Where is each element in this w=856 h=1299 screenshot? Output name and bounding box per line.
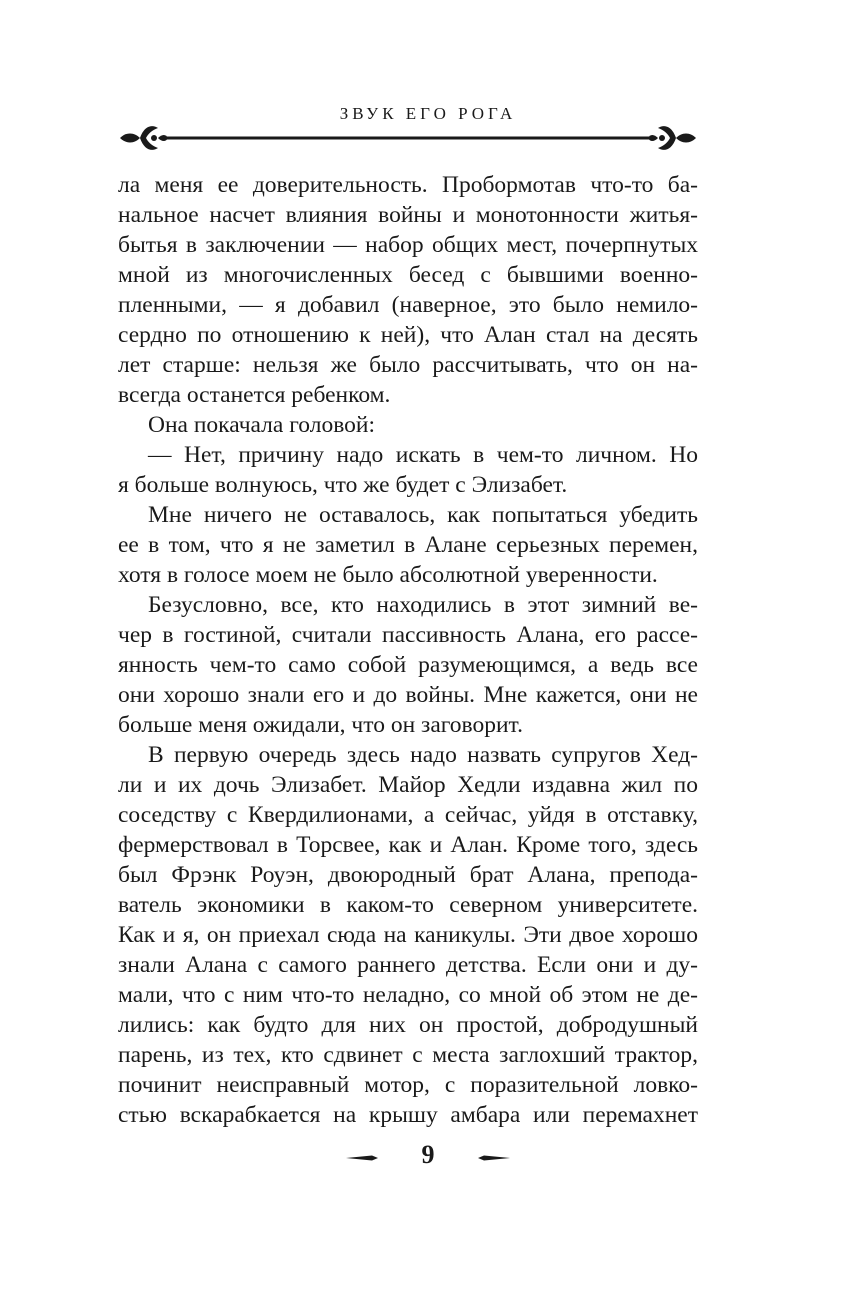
text-line: Мне ничего не оставалось, как попытаться убедить	[148, 502, 698, 528]
text-line: всегда останется ребенком.	[118, 382, 391, 408]
text-line: бытья в заключении — набор общих мест, почерпнутых	[118, 232, 698, 258]
text-line: лились: как будто для них он простой, добродушный	[118, 1012, 698, 1038]
text-line: я больше волнуюсь, что же будет с Элизабет.	[118, 472, 568, 498]
text-line: ла меня ее доверительность. Пробормотав что-то ба-	[118, 172, 698, 198]
text-line: ли и их дочь Элизабет. Майор Хедли издавна жил по	[118, 772, 698, 798]
text-line: мной из многочисленных бесед с бывшими военно-	[118, 262, 698, 288]
text-line: мали, что с ним что-то неладно, со мной об этом не де-	[118, 982, 698, 1008]
text-line: пленными, — я добавил (наверное, это было немило-	[118, 292, 698, 318]
text-line: ее в том, что я не заметил в Алане серьезных перемен,	[118, 532, 698, 558]
text-line: нальное насчет влияния войны и монотонности житья-	[118, 202, 698, 228]
text-line: чер в гостиной, считали пассивность Алана, его рассе-	[118, 622, 698, 648]
text-line: знали Алана с самого раннего детства. Если они и ду-	[118, 952, 698, 978]
text-line: починит неисправный мотор, с поразительной ловко-	[118, 1072, 698, 1098]
text-line: стью вскарабкается на крышу амбара или перемахнет	[118, 1102, 698, 1128]
text-line: фермерствовал в Торсвее, как и Алан. Кроме того, здесь	[118, 832, 698, 858]
text-line: больше меня ожидали, что он заговорит.	[118, 712, 523, 738]
text-line: лет старше: нельзя же было рассчитывать, что он на-	[118, 352, 698, 378]
text-line: хотя в голосе моем не было абсолютной уверенности.	[118, 562, 658, 588]
text-line: парень, из тех, кто сдвинет с места заглохший трактор,	[118, 1042, 698, 1068]
text-line: — Нет, причину надо искать в чем-то личном. Но	[148, 442, 698, 468]
text-line: соседству с Квердилионами, а сейчас, уйдя в отставку,	[118, 802, 698, 828]
text-line: В первую очередь здесь надо назвать супругов Хед-	[148, 742, 698, 768]
fleuron-rule-icon	[118, 122, 698, 158]
running-header: ЗВУК ЕГО РОГА	[339, 104, 517, 123]
text-line: ватель экономики в каком-то северном университете.	[118, 892, 698, 918]
text-line: Как и я, он приехал сюда на каникулы. Эти двое хорошо	[118, 922, 698, 948]
text-line: Безусловно, все, кто находились в этот зимний ве-	[148, 592, 698, 618]
page-body	[118, 170, 698, 1130]
text-line: был Фрэнк Роуэн, двоюродный брат Алана, препода-	[118, 862, 698, 888]
text-line: янность чем-то само собой разумеющимся, а ведь все	[118, 652, 698, 678]
text-line: Она покачала головой:	[148, 412, 375, 438]
text-line: сердно по отношению к ней), что Алан стал на десять	[118, 322, 698, 348]
page-folio	[0, 1138, 856, 1178]
page-number: 9	[421, 1140, 435, 1169]
text-line: они хорошо знали его и до войны. Мне кажется, они не	[118, 682, 698, 708]
